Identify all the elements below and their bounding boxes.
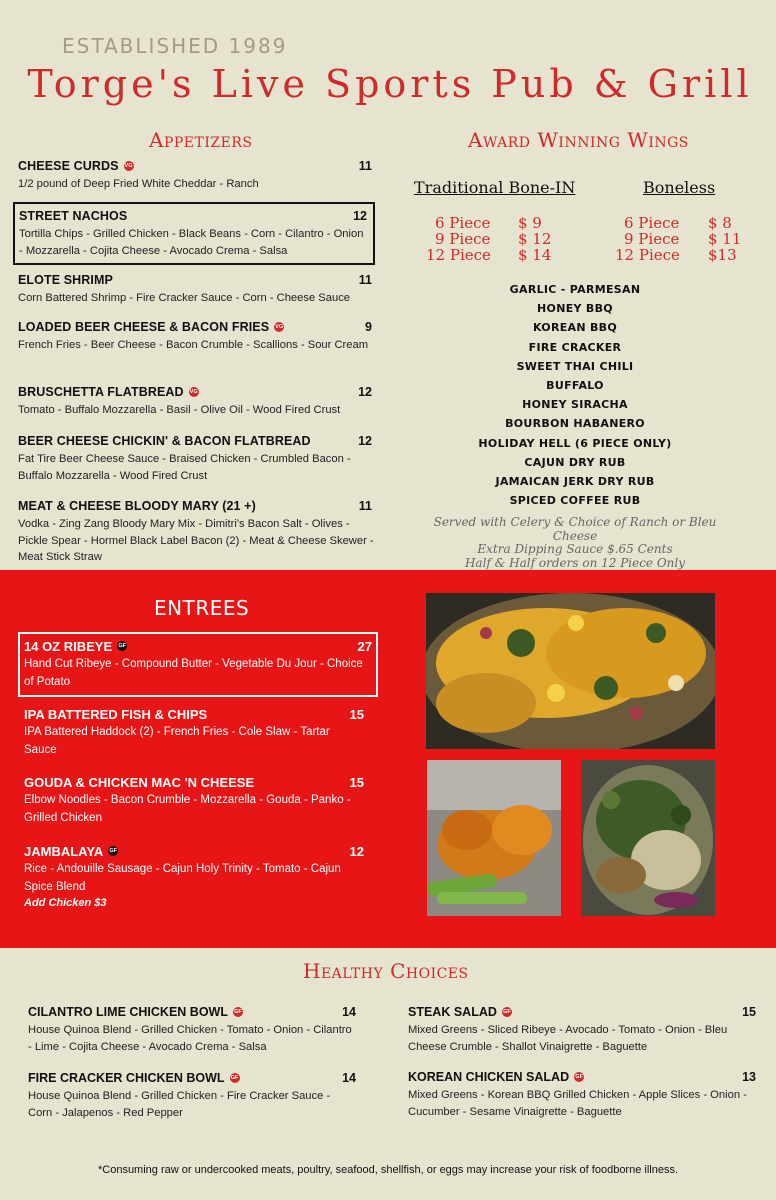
item-price: 15 xyxy=(349,775,364,790)
item-name: IPA BATTERED FISH & CHIPS xyxy=(24,707,208,722)
flavor-item: HONEY BBQ xyxy=(537,302,613,316)
gluten-free-badge-icon: GF xyxy=(575,1073,583,1080)
entrees-section xyxy=(0,570,776,948)
item-description: Fat Tire Beer Cheese Sauce - Braised Chicken - Crumbled Bacon - Buffalo Mozzarella - Wood Fired Crust xyxy=(18,453,351,482)
vegetarian-badge-icon: VG xyxy=(189,388,198,395)
item-description: IPA Battered Haddock (2) - French Fries - Cole Slaw - Tartar Sauce xyxy=(24,726,330,756)
bone-in-size: 12 Piece xyxy=(426,246,491,264)
healthy-item xyxy=(28,1004,356,1055)
healthy-item xyxy=(28,1070,356,1121)
wing-note-line: Extra Dipping Sauce $.65 Cents xyxy=(477,542,673,556)
gluten-free-badge-icon: GF xyxy=(118,643,126,650)
flavor-item: HONEY SIRACHA xyxy=(522,398,628,412)
gluten-free-badge-icon: GF xyxy=(230,1074,239,1081)
gluten-free-badge-icon: GF xyxy=(234,1008,242,1015)
flavor-item: BOURBON HABANERO xyxy=(505,417,645,431)
item-description: Rice - Andouille Sausage - Cajun Holy Trinity - Tomato - Cajun Spice Blend xyxy=(24,863,341,893)
flavor-item: BUFFALO xyxy=(546,378,604,392)
flavor-item: FIRE CRACKER xyxy=(528,340,622,354)
item-name: MEAT & CHEESE BLOODY MARY (21 +) xyxy=(18,499,256,513)
entree-item-featured xyxy=(18,632,378,697)
vegetarian-badge-icon: VG xyxy=(124,162,133,169)
item-price: 15 xyxy=(349,707,364,722)
item-price: 13 xyxy=(742,1070,756,1084)
appetizer-item xyxy=(18,319,374,354)
item-price: 14 xyxy=(342,1071,356,1085)
item-description: Mixed Greens - Sliced Ribeye - Avocado - Tomato - Onion - Bleu Cheese Crumble - Shallot Vinaigrette - Baguette xyxy=(408,1024,728,1053)
food-safety-disclaimer: *Consuming raw or undercooked meats, poultry, seafood, shellfish, or eggs may increase your risk of foodborne illness. xyxy=(97,1164,679,1176)
appetizer-item xyxy=(18,498,374,566)
item-description: Mixed Greens - Korean BBQ Grilled Chicken - Apple Slices - Onion - Cucumber - Sesame Vinaigrette - Baguette xyxy=(408,1089,747,1118)
wing-notes xyxy=(410,516,740,570)
boneless-price: $13 xyxy=(708,246,737,264)
item-price: 15 xyxy=(742,1005,756,1019)
item-price: 11 xyxy=(358,273,372,287)
flavor-item: GARLIC - PARMESAN xyxy=(509,283,641,296)
item-price: 12 xyxy=(353,209,367,223)
item-name: GOUDA & CHICKEN MAC 'N CHEESE xyxy=(24,775,255,790)
entree-item xyxy=(24,774,364,827)
bone-in-price: $ 9 xyxy=(518,214,542,232)
item-name: CILANTRO LIME CHICKEN BOWL xyxy=(28,1005,228,1019)
bone-in-size: 6 Piece xyxy=(435,214,491,232)
item-name: FIRE CRACKER CHICKEN BOWL xyxy=(28,1071,225,1085)
item-price: 12 xyxy=(349,844,364,859)
flavor-item: SPICED COFFEE RUB xyxy=(509,494,641,508)
item-price: 27 xyxy=(357,639,372,654)
restaurant-title: Torge's Live Sports Pub & Grill xyxy=(27,62,753,106)
appetizer-item xyxy=(18,158,374,193)
gluten-free-badge-icon: GF xyxy=(503,1008,511,1015)
flavor-item: SWEET THAI CHILI xyxy=(516,359,634,373)
item-description: House Quinoa Blend - Grilled Chicken - Fire Cracker Sauce - Corn - Jalapenos - Red Pepper xyxy=(28,1090,331,1119)
appetizer-item xyxy=(18,384,374,419)
bone-in-heading: Traditional Bone-IN xyxy=(414,178,576,197)
flavor-item: HOLIDAY HELL (6 PIECE ONLY) xyxy=(478,436,672,450)
appetizers-heading: Appetizers xyxy=(149,128,253,152)
wing-flavor-list xyxy=(410,280,740,510)
boneless-size: 9 Piece xyxy=(624,230,680,248)
item-description: Elbow Noodles - Bacon Crumble - Mozzarella - Gouda - Panko - Grilled Chicken xyxy=(24,794,351,824)
item-description: House Quinoa Blend - Grilled Chicken - Tomato - Onion - Cilantro - Lime - Cojita Cheese - Avocado Crema - Salsa xyxy=(28,1024,352,1053)
item-name: BEER CHEESE CHICKIN' & BACON FLATBREAD xyxy=(18,434,311,448)
wing-note-line: Served with Celery & Choice of Ranch or Bleu Cheese xyxy=(433,515,717,543)
item-price: 11 xyxy=(358,499,372,513)
salad-photo xyxy=(581,760,715,916)
item-description: Tomato - Buffalo Mozzarella - Basil - Olive Oil - Wood Fired Crust xyxy=(18,404,341,416)
item-description: Tortilla Chips - Grilled Chicken - Black Beans - Corn - Cilantro - Onion - Mozzarella - Cojita Cheese - Avocado Crema - Salsa xyxy=(19,228,364,257)
nachos-photo xyxy=(426,593,715,749)
boneless-price: $ 8 xyxy=(708,214,732,232)
bone-in-price: $ 14 xyxy=(518,246,552,264)
bone-in-size: 9 Piece xyxy=(435,230,491,248)
item-addon: Add Chicken $3 xyxy=(24,897,107,909)
entree-item xyxy=(24,843,364,909)
wings-photo xyxy=(427,760,561,916)
item-price: 11 xyxy=(358,159,372,173)
flavor-item: JAMAICAN JERK DRY RUB xyxy=(495,474,655,488)
flavor-item: KOREAN BBQ xyxy=(532,321,618,335)
flavor-item: CAJUN DRY RUB xyxy=(524,455,626,469)
established-tagline: ESTABLISHED 1989 xyxy=(62,34,288,58)
appetizer-item xyxy=(18,433,374,484)
item-price: 12 xyxy=(358,385,372,399)
item-name: STEAK SALAD xyxy=(408,1005,497,1019)
gluten-free-badge-icon: GF xyxy=(109,848,118,855)
healthy-item xyxy=(408,1069,756,1120)
item-name: JAMBALAYA xyxy=(24,843,104,859)
item-name: ELOTE SHRIMP xyxy=(18,273,113,287)
wing-note-line: Half & Half orders on 12 Piece Only xyxy=(464,555,686,570)
entrees-heading: ENTREES xyxy=(154,596,250,620)
item-description: Vodka - Zing Zang Bloody Mary Mix - Dimitri's Bacon Salt - Olives - Pickle Spear - Hormel Black Label Bacon (2) - Meat & Cheese Skewer - Meat Stick Straw xyxy=(18,518,374,563)
healthy-heading: Healthy Choices xyxy=(303,959,469,983)
item-name: STREET NACHOS xyxy=(19,209,128,223)
appetizer-item xyxy=(18,272,374,307)
item-description: French Fries - Beer Cheese - Bacon Crumble - Scallions - Sour Cream xyxy=(18,339,369,351)
healthy-item xyxy=(408,1004,756,1055)
item-price: 14 xyxy=(342,1005,356,1019)
vegetarian-badge-icon: VG xyxy=(275,323,284,330)
item-price: 12 xyxy=(358,434,372,448)
bone-in-price: $ 12 xyxy=(518,230,552,248)
item-name: 14 OZ RIBEYE xyxy=(24,638,113,654)
appetizer-item-featured xyxy=(13,202,375,265)
boneless-size: 6 Piece xyxy=(624,214,680,232)
item-name: LOADED BEER CHEESE & BACON FRIES xyxy=(18,320,270,334)
item-name: CHEESE CURDS xyxy=(18,159,119,173)
item-name: KOREAN CHICKEN SALAD xyxy=(408,1070,570,1084)
item-description: Corn Battered Shrimp - Fire Cracker Sauce - Corn - Cheese Sauce xyxy=(18,292,351,304)
item-description: 1/2 pound of Deep Fried White Cheddar - Ranch xyxy=(18,178,259,190)
boneless-heading: Boneless xyxy=(643,178,716,197)
boneless-price: $ 11 xyxy=(708,230,742,248)
wings-heading: Award Winning Wings xyxy=(468,128,689,152)
boneless-size: 12 Piece xyxy=(615,246,680,264)
item-name: BRUSCHETTA FLATBREAD xyxy=(18,385,184,399)
entree-item xyxy=(24,706,364,759)
item-description: Hand Cut Ribeye - Compound Butter - Vegetable Du Jour - Choice of Potato xyxy=(24,658,363,688)
item-price: 9 xyxy=(365,320,372,334)
